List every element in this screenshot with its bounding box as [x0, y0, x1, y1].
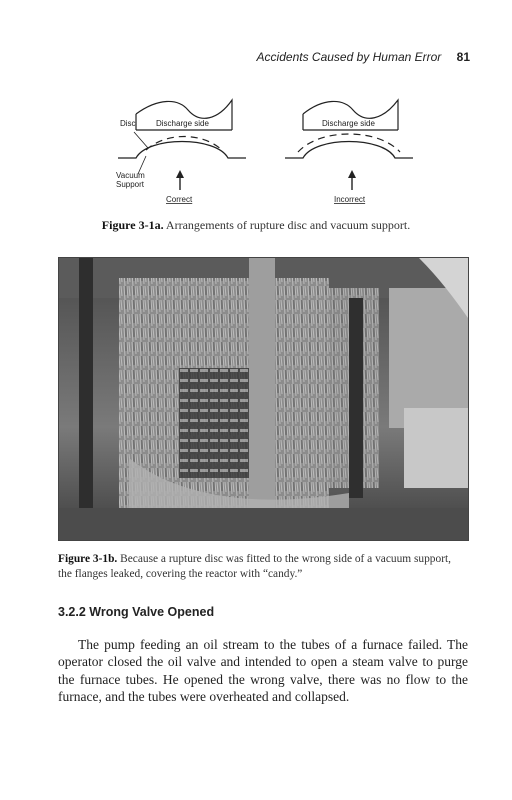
figure-1a-label: Figure 3-1a.: [101, 218, 164, 232]
section-heading: 3.2.2 Wrong Valve Opened: [58, 605, 215, 619]
support-label: Support: [116, 180, 145, 189]
vacuum-label: Vacuum: [116, 171, 145, 180]
incorrect-label: Incorrect: [334, 195, 366, 204]
body-paragraph: The pump feeding an oil stream to the tubes of a furnace failed. The operator closed the oil valve and intended to open a steam valve to purge the furnace tubes. He opened the wrong valve, there was no flow to the furnace, and the tubes were overheated and collapsed.: [58, 637, 468, 704]
incorrect-arrangement: [285, 100, 413, 204]
correct-arrangement: [116, 100, 246, 204]
rupture-disc-diagram: [108, 92, 428, 212]
reactor-photo: [58, 257, 469, 541]
correct-label: Correct: [166, 195, 193, 204]
page-number: 81: [456, 50, 470, 64]
discharge-side-label-right: Discharge side: [322, 119, 375, 128]
figure-1b-label: Figure 3-1b.: [58, 553, 118, 565]
discharge-side-label-left: Discharge side: [156, 119, 209, 128]
figure-1b-text: Because a rupture disc was fitted to the wrong side of a vacuum support, the flanges leaked, covering the reactor with “candy.”: [58, 553, 452, 580]
disc-label: Disc: [120, 119, 136, 128]
running-title: Accidents Caused by Human Error: [256, 50, 442, 64]
figure-1a-text: Arrangements of rupture disc and vacuum support.: [165, 218, 411, 232]
rupture-disc-diagram-svg: [108, 92, 428, 212]
reactor-photo-image: [59, 258, 468, 540]
running-header: [257, 50, 470, 64]
figure-1b-caption: [58, 552, 467, 582]
figure-1a-caption: [0, 218, 512, 233]
